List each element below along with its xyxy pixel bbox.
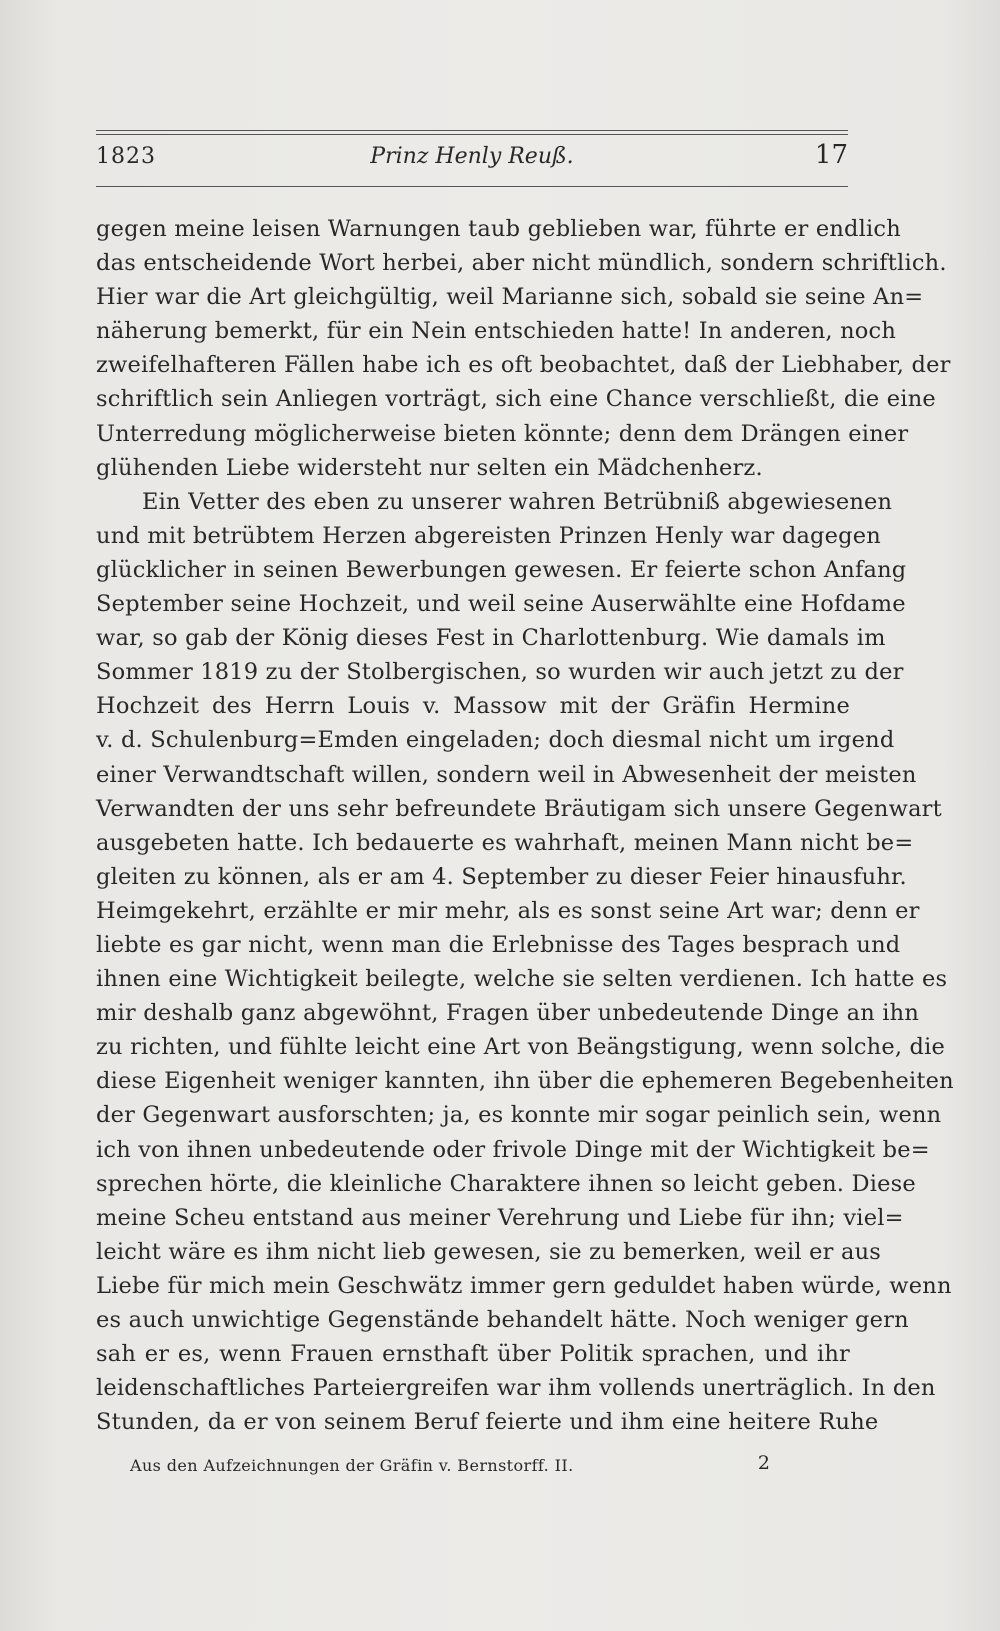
text-line: Ein Vetter des eben zu unserer wahren Betrübniß abgewiesenen bbox=[142, 488, 893, 515]
text-line: Liebe für mich mein Geschwätz immer gern geduldet haben würde, wenn bbox=[96, 1272, 952, 1299]
text-line: mir deshalb ganz abgewöhnt, Fragen über unbedeutende Dinge an ihn bbox=[96, 1000, 920, 1027]
text-line: leidenschaftliches Parteiergreifen war ihm vollends unerträglich. In den bbox=[96, 1375, 936, 1402]
page-number: 17 bbox=[814, 140, 848, 170]
text-line: das entscheidende Wort herbei, aber nicht mündlich, sondern schriftlich. bbox=[96, 250, 947, 277]
text-line: sprechen hörte, die kleinliche Charaktere ihnen so leicht geben. Diese bbox=[96, 1170, 916, 1197]
text-line: ich von ihnen unbedeutende oder frivole Dinge mit der Wichtigkeit be= bbox=[96, 1136, 930, 1163]
text-line: schriftlich sein Anliegen vorträgt, sich eine Chance verschließt, die eine bbox=[96, 386, 936, 413]
header-title: Prinz Henly Reuß. bbox=[370, 144, 574, 169]
text-line: leicht wäre es ihm nicht lieb gewesen, sie zu bemerken, weil er aus bbox=[96, 1238, 882, 1265]
body-text bbox=[96, 212, 954, 1439]
text-line: sah er es, wenn Frauen ernsthaft über Politik sprachen, und ihr bbox=[96, 1341, 850, 1368]
header-year: 1823 bbox=[96, 144, 156, 169]
text-line: näherung bemerkt, für ein Nein entschieden hatte! In anderen, noch bbox=[96, 318, 897, 345]
text-line: Hier war die Art gleichgültig, weil Marianne sich, sobald sie seine An= bbox=[96, 284, 924, 311]
text-line: Hochzeit des Herrn Louis v. Massow mit der Gräfin Hermine bbox=[96, 693, 850, 720]
text-line: ihnen eine Wichtigkeit beilegte, welche sie selten verdienen. Ich hatte es bbox=[96, 966, 948, 993]
header-rule-bottom bbox=[96, 186, 848, 187]
text-line: und mit betrübtem Herzen abgereisten Prinzen Henly war dagegen bbox=[96, 522, 881, 549]
text-line: glühenden Liebe widersteht nur selten ein Mädchenherz. bbox=[96, 454, 763, 481]
text-line: liebte es gar nicht, wenn man die Erlebnisse des Tages besprach und bbox=[96, 931, 901, 958]
text-line: diese Eigenheit weniger kannten, ihn über die ephemeren Begebenheiten bbox=[96, 1068, 954, 1095]
running-head bbox=[96, 140, 848, 176]
text-line: v. d. Schulenburg=Emden eingeladen; doch diesmal nicht um irgend bbox=[96, 727, 895, 754]
footer-source: Aus den Aufzeichnungen der Gräfin v. Bernstorff. II. bbox=[130, 1456, 574, 1475]
text-line: glücklicher in seinen Bewerbungen gewesen. Er feierte schon Anfang bbox=[96, 556, 907, 583]
text-line: Verwandten der uns sehr befreundete Bräutigam sich unsere Gegenwart bbox=[96, 795, 942, 822]
text-line: gleiten zu können, als er am 4. September zu dieser Feier hinausfuhr. bbox=[96, 863, 907, 890]
text-line: ausgebeten hatte. Ich bedauerte es wahrhaft, meinen Mann nicht be= bbox=[96, 829, 914, 856]
text-line: gegen meine leisen Warnungen taub geblieben war, führte er endlich bbox=[96, 216, 901, 242]
header-rule-top bbox=[96, 130, 848, 131]
text-line: meine Scheu entstand aus meiner Verehrung und Liebe für ihn; viel= bbox=[96, 1204, 904, 1231]
text-line: Unterredung möglicherweise bieten könnte; denn dem Drängen einer bbox=[96, 420, 909, 447]
text-line: war, so gab der König dieses Fest in Charlottenburg. Wie damals im bbox=[96, 625, 886, 652]
text-line: zu richten, und fühlte leicht eine Art von Beängstigung, wenn solche, die bbox=[96, 1034, 946, 1061]
text-line: einer Verwandtschaft willen, sondern weil in Abwesenheit der meisten bbox=[96, 761, 917, 788]
text-line: der Gegenwart ausforschten; ja, es konnte mir sogar peinlich sein, wenn bbox=[96, 1102, 942, 1129]
text-line: es auch unwichtige Gegenstände behandelt hätte. Noch weniger gern bbox=[96, 1307, 909, 1333]
text-line: September seine Hochzeit, und weil seine Auserwählte eine Hofdame bbox=[96, 591, 906, 618]
header-rule-top-double bbox=[96, 134, 848, 135]
text-line: Stunden, da er von seinem Beruf feierte und ihm eine heitere Ruhe bbox=[96, 1409, 879, 1436]
text-line: zweifelhafteren Fällen habe ich es oft beobachtet, daß der Liebhaber, der bbox=[96, 352, 951, 379]
page-footer bbox=[130, 1452, 770, 1482]
text-line: Sommer 1819 zu der Stolbergischen, so wurden wir auch jetzt zu der bbox=[96, 659, 904, 686]
signature-mark: 2 bbox=[757, 1452, 770, 1474]
text-line: Heimgekehrt, erzählte er mir mehr, als es sonst seine Art war; denn er bbox=[96, 897, 920, 924]
